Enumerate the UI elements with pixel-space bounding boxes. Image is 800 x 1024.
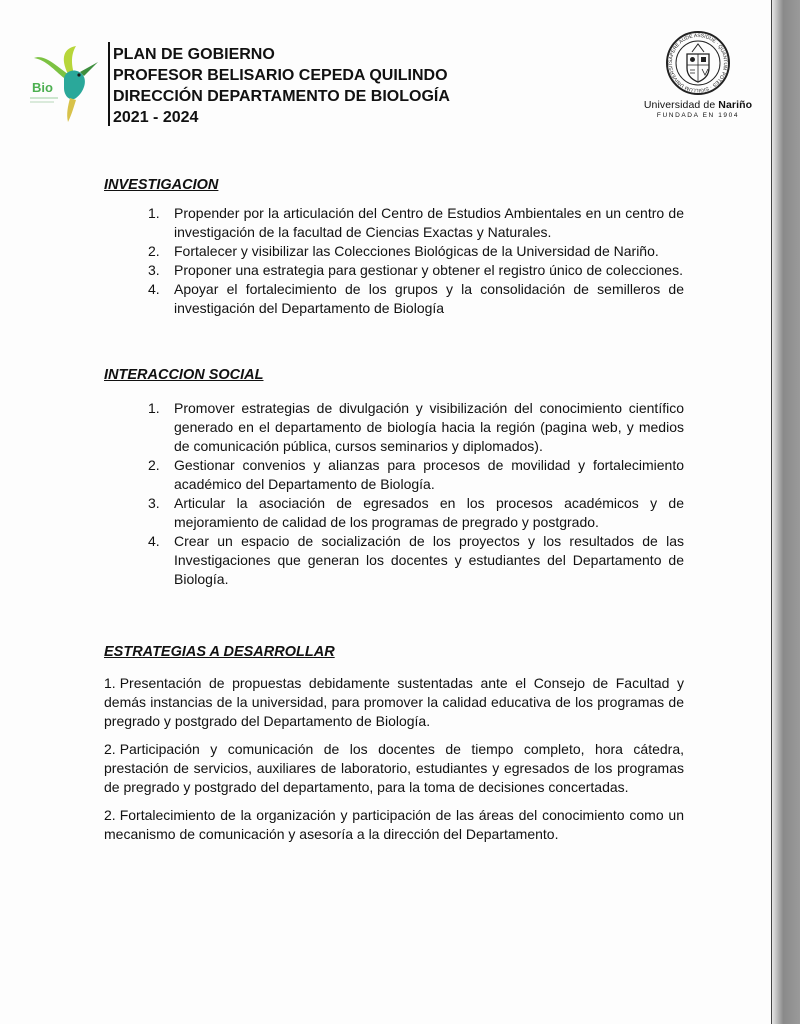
list-item-number: 4. xyxy=(148,281,160,297)
list-item xyxy=(104,280,684,318)
section-title-investigacion: INVESTIGACION xyxy=(104,177,219,193)
list-item-number: 1. xyxy=(148,400,160,416)
header-line-professor: PROFESOR BELISARIO CEPEDA QUILINDO xyxy=(113,67,448,84)
seal-motto: SAPERE AUDE ASSIDUE · QUANTUM POTES · SIGILLUM UNIVERSIT xyxy=(667,32,729,94)
paragraph-number: 2. xyxy=(104,807,116,823)
list-item-number: 3. xyxy=(148,262,160,278)
paragraph-text: Presentación de propuestas debidamente sustentadas ante el Consejo de Facultad y demás instancias de la universidad, para promover la calidad educativa de los programas de pregrado y postgrado del Departamento de Biología. xyxy=(104,675,684,729)
header-title-block xyxy=(113,44,450,128)
estrategias-paragraphs xyxy=(104,674,684,844)
strategy-paragraph xyxy=(104,740,684,797)
strategy-paragraph xyxy=(104,806,684,844)
university-seal-icon xyxy=(665,30,731,96)
paragraph-text: Participación y comunicación de los docentes de tiempo completo, hora cátedra, prestación de servicios, auxiliares de laboratorio, estudiantes y egresados de los programas de pregrado y postgrado del departamento, para la toma de decisiones concertadas. xyxy=(104,741,684,795)
section-title-estrategias: ESTRATEGIAS A DESARROLLAR xyxy=(104,644,335,660)
header-line-period: 2021 - 2024 xyxy=(113,109,199,126)
list-item-number: 2. xyxy=(148,457,160,473)
page-edge-shadow xyxy=(772,0,800,1024)
bio-hummingbird-logo xyxy=(24,44,104,126)
university-name-part1: Universidad de xyxy=(643,99,719,111)
bio-logo-text: Bio xyxy=(32,80,53,95)
list-item-text: Articular la asociación de egresados en los procesos académicos y de mejoramiento de calidad de los programas de pregrado y postgrado. xyxy=(174,495,684,530)
list-item-text: Proponer una estrategia para gestionar y obtener el registro único de colecciones. xyxy=(174,262,683,278)
header-divider xyxy=(108,42,110,126)
header-line-department: DIRECCIÓN DEPARTAMENTO DE BIOLOGÍA xyxy=(113,88,450,105)
list-item-text: Fortalecer y visibilizar las Colecciones Biológicas de la Universidad de Nariño. xyxy=(174,243,659,259)
list-item xyxy=(104,456,684,494)
university-founded: FUNDADA EN 1904 xyxy=(656,112,740,119)
list-item xyxy=(104,204,684,242)
list-item-text: Propender por la articulación del Centro de Estudios Ambientales en un centro de investigación de la facultad de Ciencias Exactas y Naturales. xyxy=(174,205,684,240)
interaccion-list xyxy=(104,399,684,589)
paragraph-number: 1. xyxy=(104,675,116,691)
list-item xyxy=(104,261,684,280)
section-title-interaccion-social: INTERACCION SOCIAL xyxy=(104,367,264,383)
list-item xyxy=(104,399,684,456)
list-item-text: Gestionar convenios y alianzas para procesos de movilidad y fortalecimiento académico del Departamento de Biología. xyxy=(174,457,684,492)
list-item-number: 2. xyxy=(148,243,160,259)
header-line-plan: PLAN DE GOBIERNO xyxy=(113,46,275,63)
page-header xyxy=(0,0,770,140)
paragraph-text: Fortalecimiento de la organización y participación de las áreas del conocimiento como un mecanismo de comunicación y asesoría a la dirección del Departamento. xyxy=(104,807,684,842)
section-interaccion-social xyxy=(104,366,684,589)
university-name xyxy=(638,99,758,111)
university-name-part2: Nariño xyxy=(718,99,753,111)
list-item-text: Crear un espacio de socialización de los proyectos y los resultados de las Investigaciones que generan los docentes y estudiantes del Departamento de Biología. xyxy=(174,533,684,587)
list-item-number: 1. xyxy=(148,205,160,221)
strategy-paragraph xyxy=(104,674,684,731)
list-item-text: Promover estrategias de divulgación y visibilización del conocimiento científico generado en el departamento de biología hacia la región (pagina web, y medios de comunicación pública, cursos seminarios y diplomados). xyxy=(174,400,684,454)
list-item-number: 4. xyxy=(148,533,160,549)
list-item xyxy=(104,242,684,261)
investigacion-list xyxy=(104,204,684,318)
paragraph-number: 2. xyxy=(104,741,116,757)
document-body xyxy=(104,176,684,853)
list-item-number: 3. xyxy=(148,495,160,511)
section-investigacion xyxy=(104,176,684,318)
list-item xyxy=(104,494,684,532)
list-item xyxy=(104,532,684,589)
section-estrategias xyxy=(104,643,684,844)
list-item-text: Apoyar el fortalecimiento de los grupos y la consolidación de semilleros de investigación del Departamento de Biología xyxy=(174,281,684,316)
universidad-narino-logo xyxy=(638,30,758,142)
